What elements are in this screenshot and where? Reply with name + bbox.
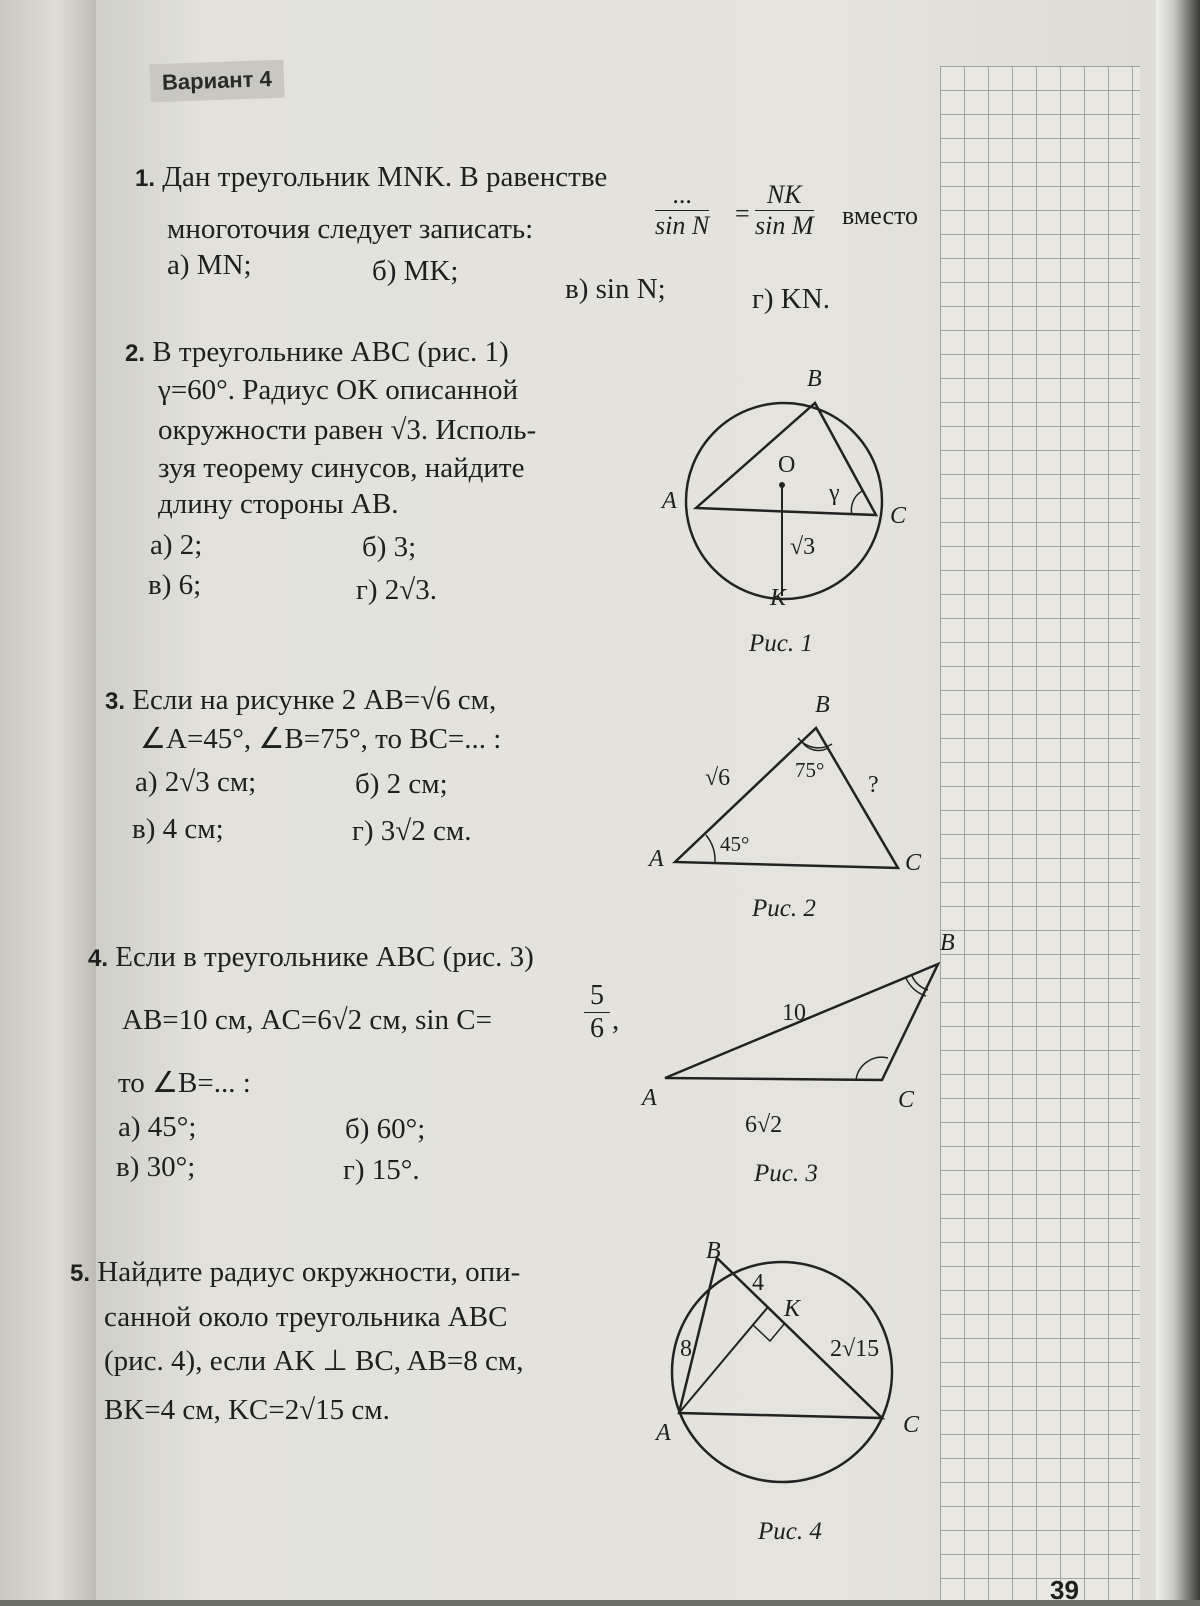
circumcircle — [672, 1262, 892, 1482]
label-k: K — [784, 1296, 801, 1322]
option-a: а) 2; — [150, 529, 203, 561]
angle-gamma-arc — [851, 491, 862, 515]
problem-text: Дан треугольник MNK. В равенстве — [162, 161, 608, 193]
label-o: O — [778, 452, 796, 478]
label-b: B — [940, 930, 955, 956]
figure-1-drawing — [684, 393, 884, 593]
problem-3-line2: ∠A=45°, ∠B=75°, то BC=... : — [140, 723, 502, 755]
option-c: в) sin N; — [565, 273, 666, 305]
problem-5-line1 — [70, 1255, 520, 1290]
figure-4-caption: Рис. 4 — [758, 1518, 822, 1545]
fraction-right — [755, 180, 814, 241]
problem-4-line1 — [88, 940, 534, 975]
label-ab: 8 — [680, 1336, 692, 1362]
label-b: B — [815, 692, 830, 718]
problem-2-line1 — [125, 335, 509, 370]
label-angle-a: 45° — [720, 832, 750, 856]
fraction-numerator: ... — [655, 180, 709, 211]
label-a: A — [656, 1420, 671, 1446]
label-c: C — [890, 503, 907, 529]
problem-1-text-line1 — [135, 160, 607, 195]
graph-paper-margin — [940, 66, 1140, 1600]
fraction-denominator: sin M — [755, 211, 814, 240]
problem-text: В треугольнике ABC (рис. 1) — [152, 336, 509, 368]
option-b: б) 3; — [362, 531, 417, 563]
left-page-edge — [0, 0, 96, 1600]
label-radius: √3 — [790, 534, 816, 560]
problem-number: 1. — [135, 165, 156, 192]
label-kc: 2√15 — [830, 1336, 880, 1362]
problem-number: 5. — [70, 1260, 91, 1287]
option-b: б) 60°; — [345, 1113, 426, 1145]
problem-text-after: вместо — [842, 201, 919, 230]
label-a: A — [642, 1085, 657, 1111]
triangle-abc — [675, 728, 898, 868]
right-angle-mark — [753, 1323, 785, 1341]
variant-heading: Вариант 4 — [149, 60, 284, 103]
book-edge — [1156, 0, 1200, 1600]
option-d: г) 3√2 см. — [352, 815, 472, 847]
problem-2-line4: зуя теорему синусов, найдите — [158, 452, 525, 484]
option-c: в) 30°; — [116, 1151, 196, 1183]
label-angle-b: 75° — [795, 758, 825, 782]
figure-1-caption: Рис. 1 — [749, 630, 813, 657]
option-d: г) KN. — [752, 283, 830, 315]
label-ab: 10 — [782, 1000, 806, 1026]
problem-1-text-line2: многоточия следует записать: — [167, 213, 534, 245]
option-a: а) MN; — [167, 249, 252, 281]
option-c: в) 4 см; — [132, 813, 224, 845]
problem-2-line5: длину стороны AB. — [158, 488, 399, 520]
label-b: B — [807, 366, 822, 392]
problem-5-line2: санной около треугольника ABC — [104, 1301, 508, 1333]
figure-3-caption: Рис. 3 — [754, 1160, 818, 1187]
angle-a-arc — [706, 835, 715, 862]
fraction-left — [655, 180, 709, 241]
sin-comma: , — [612, 1004, 620, 1036]
problem-text: Если в треугольнике ABC (рис. 3) — [115, 941, 534, 973]
label-bc: ? — [868, 772, 879, 798]
option-b: б) 2 см; — [355, 768, 448, 800]
problem-5-line4: BK=4 см, KC=2√15 см. — [104, 1394, 390, 1426]
problem-4-line3: то ∠B=... : — [118, 1067, 251, 1099]
figure-2-caption: Рис. 2 — [752, 895, 816, 922]
equals-sign: = — [735, 199, 750, 228]
fraction-denominator: 6 — [590, 1013, 604, 1044]
option-d: г) 2√3. — [356, 574, 437, 606]
center-point — [779, 482, 785, 488]
problem-number: 3. — [105, 688, 126, 715]
option-a: а) 2√3 см; — [135, 766, 257, 798]
label-c: C — [898, 1087, 915, 1113]
label-c: C — [903, 1412, 920, 1438]
label-a: A — [649, 846, 664, 872]
label-b: B — [706, 1238, 721, 1264]
label-gamma: γ — [829, 480, 840, 506]
problem-5-line3: (рис. 4), если AK ⊥ BC, AB=8 см, — [104, 1345, 524, 1377]
label-ab: √6 — [705, 765, 731, 791]
figure-4-drawing — [670, 1250, 900, 1490]
problem-2-line3: окружности равен √3. Исполь- — [158, 414, 537, 446]
label-a: A — [662, 488, 677, 514]
problem-4-line2: AB=10 см, AC=6√2 см, sin C= — [122, 1004, 492, 1036]
option-c: в) 6; — [148, 569, 202, 601]
problem-number: 2. — [125, 340, 146, 367]
label-bk: 4 — [752, 1270, 764, 1296]
problem-3-line1 — [105, 683, 496, 718]
sin-fraction — [584, 980, 610, 1045]
fraction-numerator: NK — [755, 180, 814, 211]
page-number: 39 — [1050, 1575, 1079, 1605]
fraction-numerator: 5 — [584, 980, 610, 1013]
option-d: г) 15°. — [343, 1154, 420, 1186]
label-c: C — [905, 850, 922, 876]
problem-text: Найдите радиус окружности, опи- — [97, 1256, 521, 1288]
label-k: K — [770, 585, 787, 611]
problem-text: Если на рисунке 2 AB=√6 см, — [132, 684, 497, 716]
problem-number: 4. — [88, 945, 109, 972]
label-ac: 6√2 — [745, 1112, 783, 1138]
problem-2-line2: γ=60°. Радиус OK описанной — [158, 374, 518, 406]
option-a: а) 45°; — [118, 1111, 197, 1143]
fraction-denominator: sin N — [655, 211, 710, 240]
option-b: б) MK; — [372, 255, 459, 287]
